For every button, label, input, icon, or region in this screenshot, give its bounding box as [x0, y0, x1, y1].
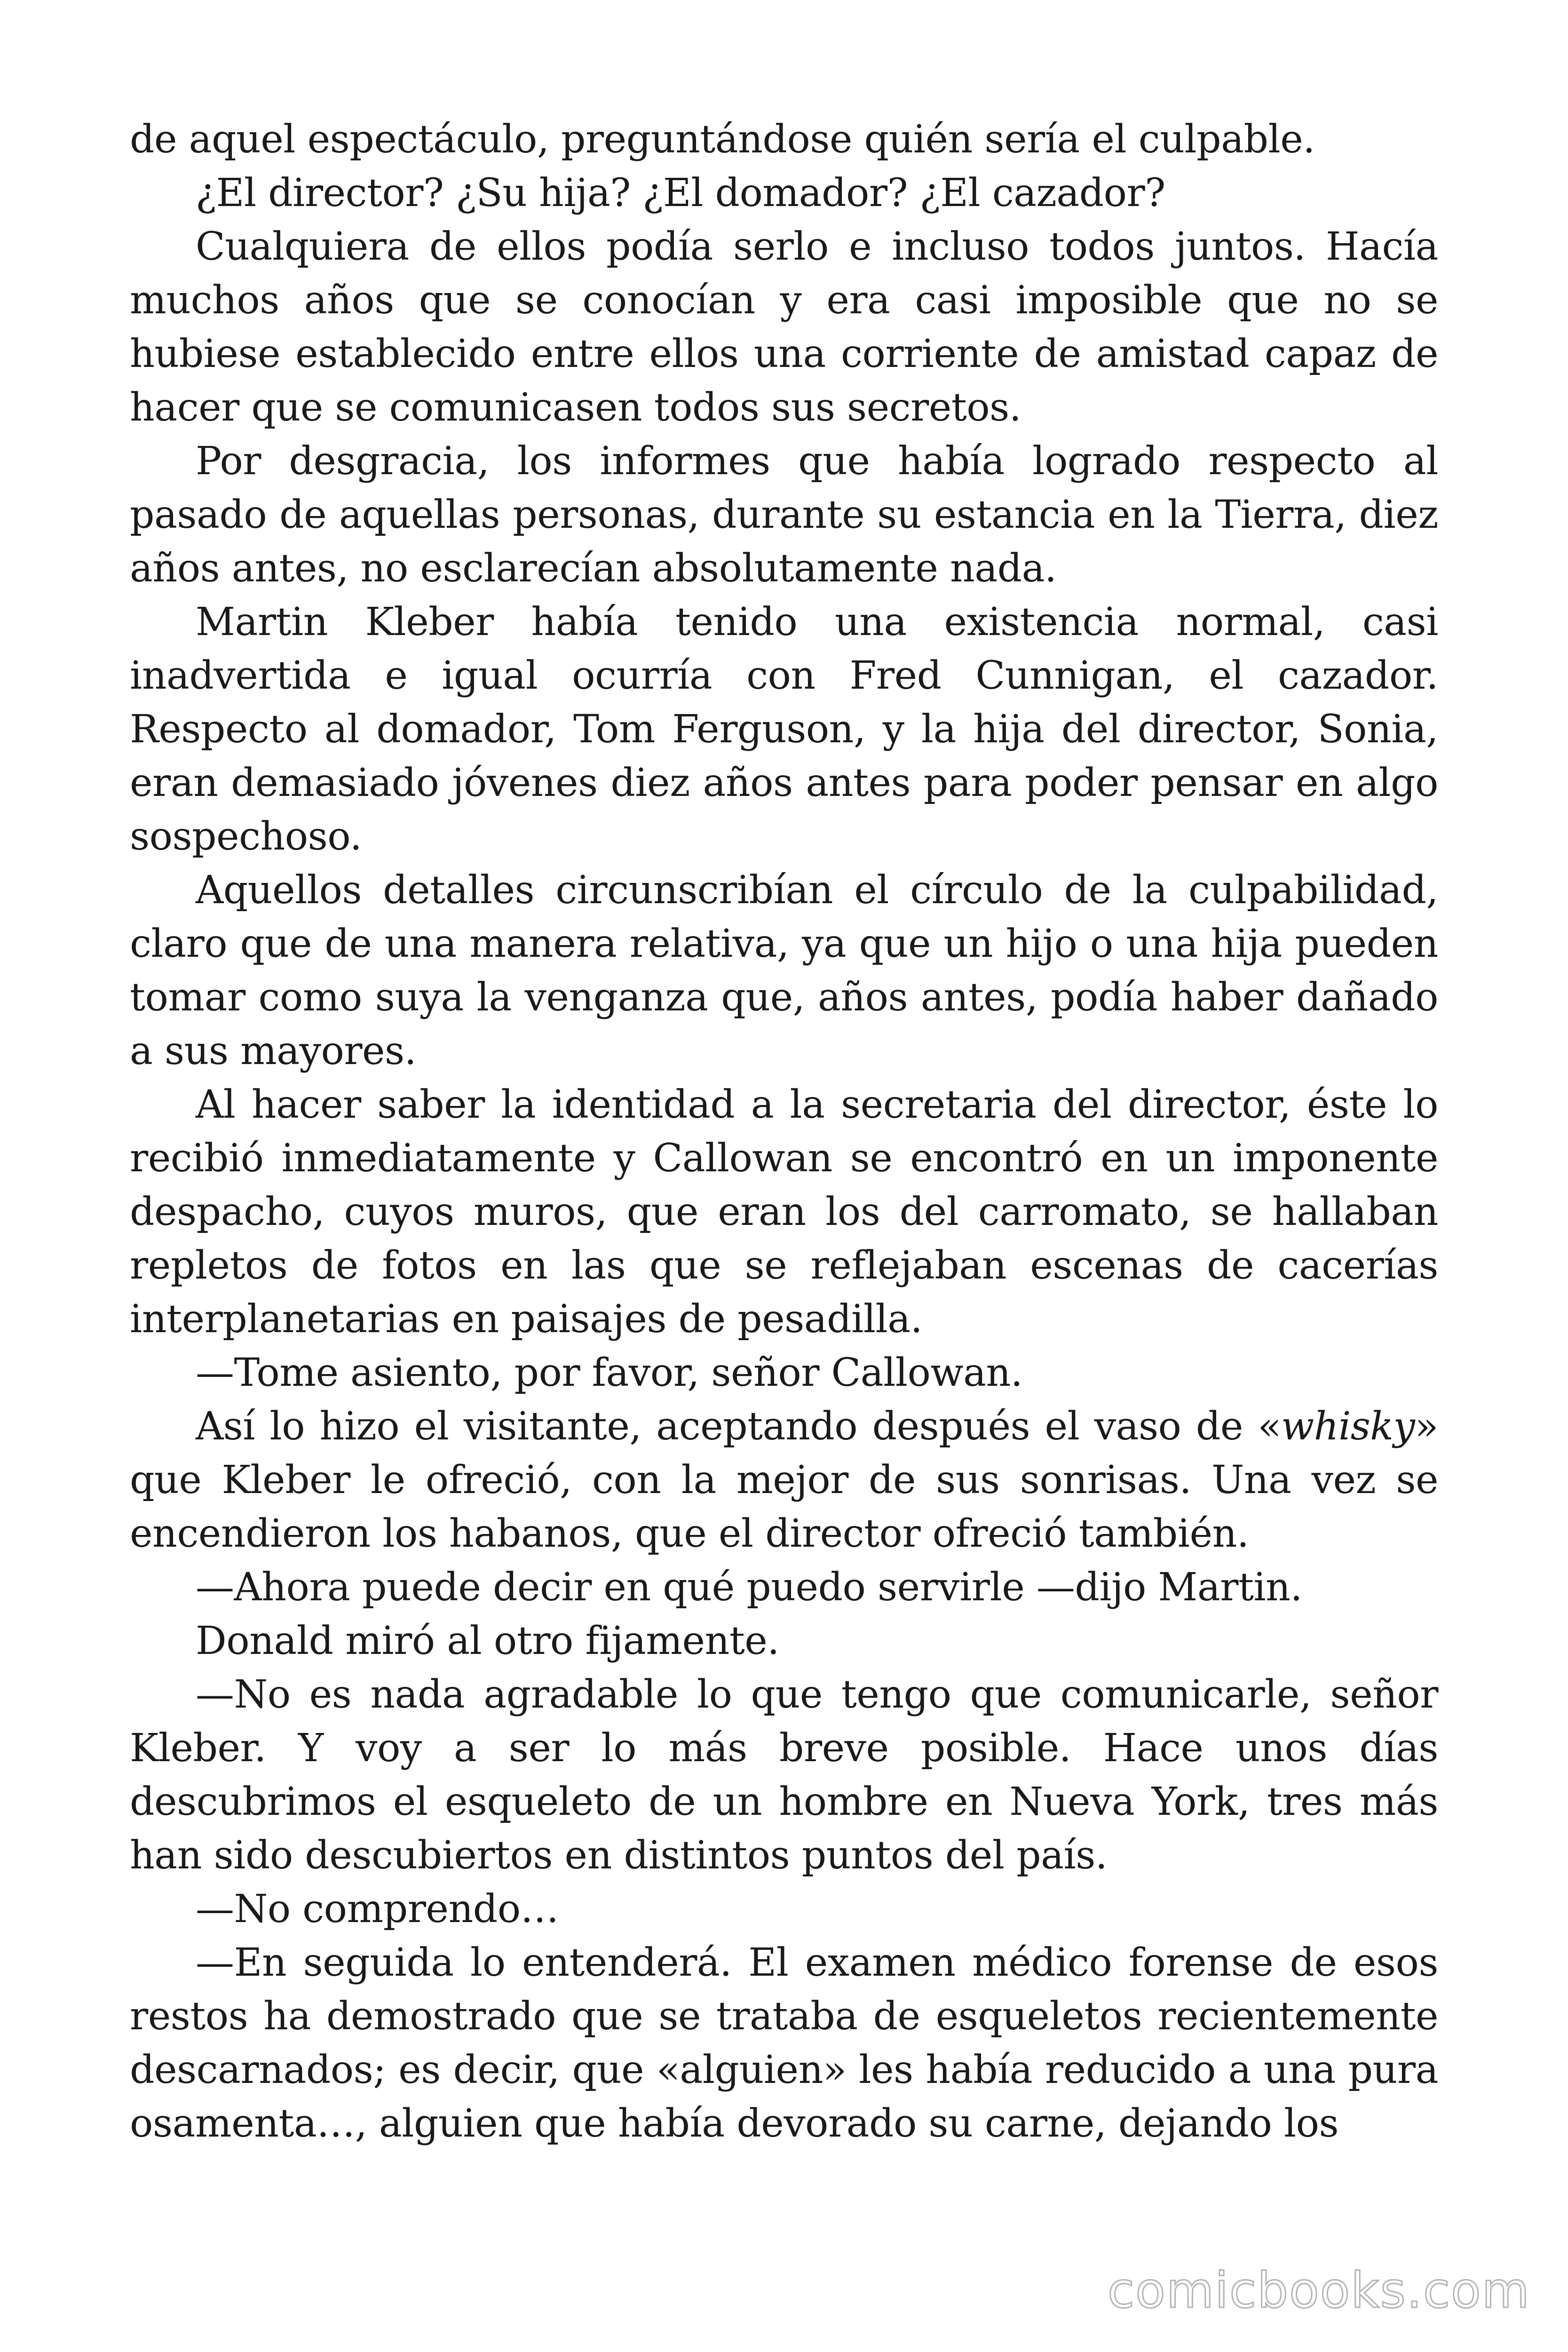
paragraph	[130, 220, 1438, 435]
paragraph	[130, 1561, 1438, 1614]
paragraph	[130, 1346, 1438, 1400]
text-segment: Por desgracia, los informes que había logrado respecto al pasado de aquellas personas, durante su estancia en la Tierra, diez años antes, no esclarecían absolutamente nada.	[130, 439, 1438, 591]
text-segment: Martin Kleber había tenido una existencia normal, casi inadvertida e igual ocurría con Fred Cunnigan, el cazador. Respecto al domador, Tom Ferguson, y la hija del director, Sonia, eran demasiado jóvenes diez años antes para poder pensar en algo sospechoso.	[130, 600, 1438, 859]
text-segment: —Tome asiento, por favor, señor Callowan.	[196, 1351, 1023, 1395]
paragraph	[130, 167, 1438, 220]
text-segment: —No comprendo…	[196, 1887, 559, 1931]
text-segment: de aquel espectáculo, preguntándose quién sería el culpable.	[130, 117, 1315, 162]
text-segment: » que Kleber le ofreció, con la mejor de sus sonrisas. Una vez se encendieron los habanos, que el director ofreció también.	[130, 1404, 1438, 1556]
paragraph	[130, 864, 1438, 1078]
paragraph	[130, 113, 1438, 167]
paragraph	[130, 596, 1438, 864]
text-segment: Aquellos detalles circunscribían el círculo de la culpabilidad, claro que de una manera relativa, ya que un hijo o una hija pueden tomar como suya la venganza que, años antes, podía haber dañado a sus mayores.	[130, 868, 1438, 1073]
text-segment: Así lo hizo el visitante, aceptando después el vaso de «	[196, 1404, 1281, 1449]
text-segment: Donald miró al otro fijamente.	[196, 1619, 779, 1663]
paragraph	[130, 1400, 1438, 1561]
paragraph	[130, 1614, 1438, 1668]
text-segment: Al hacer saber la identidad a la secretaria del director, éste lo recibió inmediatamente y Callowan se encontró en un imponente despacho, cuyos muros, que eran los del carromato, se hallaban repletos de fotos en las que se reflejaban escenas de cacerías interplanetarias en paisajes de pesadilla.	[130, 1082, 1438, 1342]
site-watermark: comicbooks.com	[1107, 2262, 1530, 2319]
paragraph	[130, 1078, 1438, 1346]
text-segment: —Ahora puede decir en qué puedo servirle —dijo Martin.	[196, 1565, 1303, 1610]
paragraph	[130, 435, 1438, 596]
text-segment: —En seguida lo entenderá. El examen médico forense de esos restos ha demostrado que se trataba de esqueletos recientemente descarnados; es decir, que «alguien» les había reducido a una pura osamenta…, alguien que había devorado su carne, dejando los	[130, 1940, 1438, 2146]
text-segment: —No es nada agradable lo que tengo que comunicarle, señor Kleber. Y voy a ser lo más breve posible. Hace unos días descubrimos el esqueleto de un hombre en Nueva York, tres más han sido descubiertos en distintos puntos del país.	[130, 1672, 1438, 1878]
paragraph	[130, 1668, 1438, 1883]
text-segment: Cualquiera de ellos podía serlo e incluso todos juntos. Hacía muchos años que se conocían y era casi imposible que no se hubiese establecido entre ellos una corriente de amistad capaz de hacer que se comunicasen todos sus secretos.	[130, 224, 1438, 430]
page-body-text	[130, 113, 1438, 2151]
italic-text-segment: whisky	[1281, 1404, 1415, 1449]
paragraph	[130, 1936, 1438, 2151]
text-segment: ¿El director? ¿Su hija? ¿El domador? ¿El cazador?	[196, 171, 1165, 215]
paragraph	[130, 1883, 1438, 1936]
